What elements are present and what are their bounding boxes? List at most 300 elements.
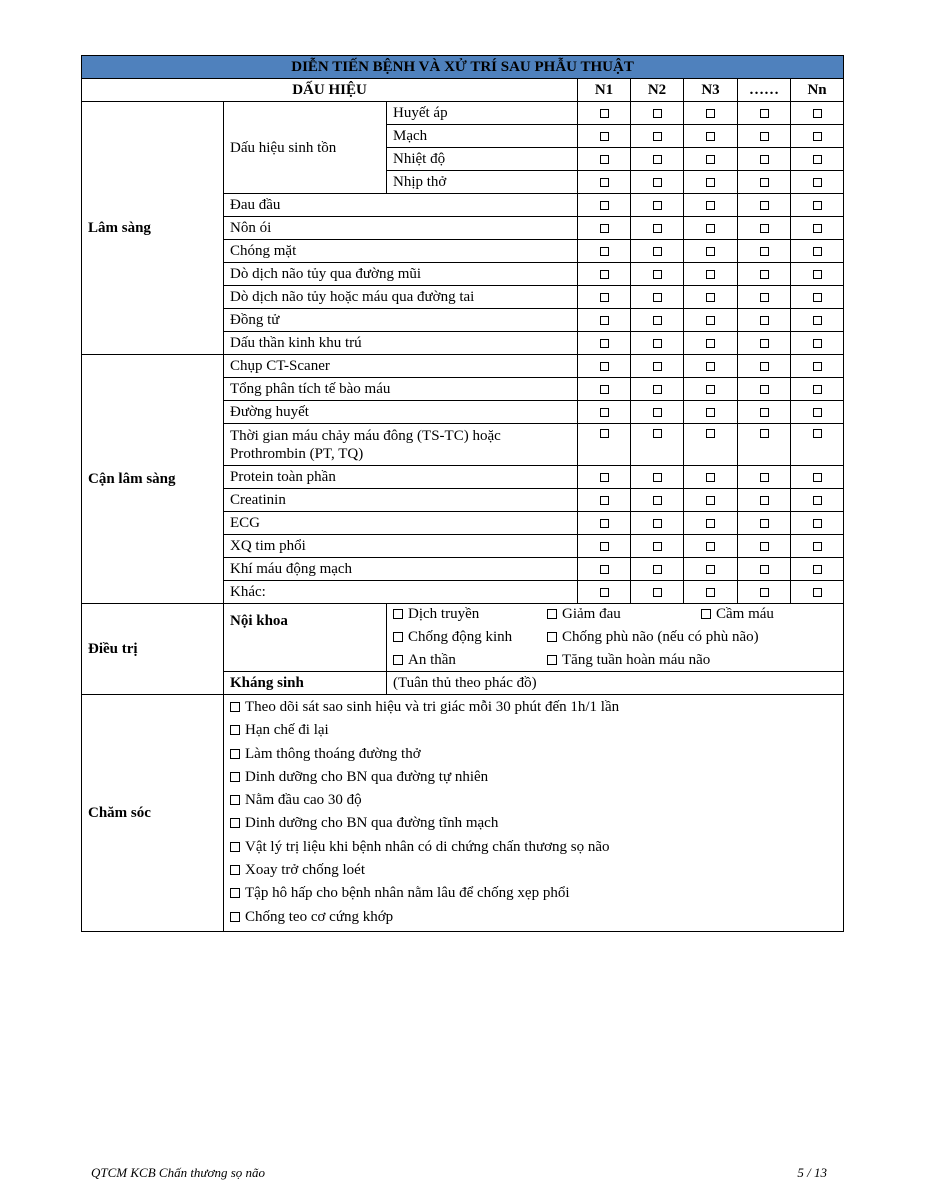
checkbox[interactable] [706, 473, 715, 482]
checkbox[interactable] [600, 132, 609, 141]
form-title: DIỄN TIẾN BỆNH VÀ XỬ TRÍ SAU PHẪU THUẬT [82, 56, 844, 79]
internal-medicine-options [387, 604, 844, 672]
checkbox[interactable] [547, 609, 557, 619]
header-col-nn: Nn [791, 79, 844, 102]
checkbox[interactable] [760, 408, 769, 417]
checkbox[interactable] [760, 362, 769, 371]
clinical-cell-5 [791, 217, 844, 240]
checkbox[interactable] [600, 588, 609, 597]
clinical-cell-5 [791, 332, 844, 355]
paraclinical-cell-5 [791, 558, 844, 581]
paraclinical-cell-3 [684, 355, 738, 378]
table-row [82, 695, 844, 932]
checkbox[interactable] [813, 473, 822, 482]
paraclinical-cell-4 [738, 581, 791, 604]
care-item-label: Xoay trở chống loét [245, 862, 365, 879]
checkbox[interactable] [760, 316, 769, 325]
checkbox[interactable] [760, 339, 769, 348]
paraclinical-cell-1 [578, 378, 631, 401]
checkbox[interactable] [760, 519, 769, 528]
vital-cell-1 [578, 148, 631, 171]
options-grid [393, 604, 837, 671]
paraclinical-item-label: Tổng phân tích tế bào máu [224, 378, 578, 401]
paraclinical-cell-2 [631, 581, 684, 604]
checkbox[interactable] [760, 155, 769, 164]
paraclinical-cell-4 [738, 401, 791, 424]
clinical-cell-1 [578, 240, 631, 263]
paraclinical-cell-2 [631, 401, 684, 424]
clinical-cell-1 [578, 194, 631, 217]
checkbox[interactable] [230, 725, 240, 735]
treatment-option [701, 628, 841, 646]
list-item [230, 766, 837, 789]
title-row [82, 56, 844, 79]
checkbox[interactable] [600, 496, 609, 505]
checkbox[interactable] [600, 408, 609, 417]
treatment-option-label: Chống động kinh [408, 629, 513, 645]
internal-medicine-label: Nội khoa [224, 604, 387, 672]
checkbox[interactable] [706, 270, 715, 279]
checkbox[interactable] [706, 155, 715, 164]
checkbox[interactable] [813, 542, 822, 551]
checkbox[interactable] [653, 519, 662, 528]
vital-cell-2 [631, 102, 684, 125]
clinical-item-label: Đau đầu [224, 194, 578, 217]
paraclinical-cell-2 [631, 558, 684, 581]
checkbox[interactable] [230, 795, 240, 805]
vital-cell-1 [578, 125, 631, 148]
paraclinical-item-label: XQ tim phổi [224, 535, 578, 558]
paraclinical-cell-4 [738, 512, 791, 535]
vital-cell-5 [791, 102, 844, 125]
clinical-cell-1 [578, 309, 631, 332]
checkbox[interactable] [653, 588, 662, 597]
clinical-cell-5 [791, 194, 844, 217]
checkbox[interactable] [813, 339, 822, 348]
paraclinical-cell-1 [578, 401, 631, 424]
checkbox[interactable] [813, 565, 822, 574]
treatment-option [547, 651, 711, 669]
list-item [230, 812, 837, 835]
paraclinical-cell-1 [578, 512, 631, 535]
checkbox[interactable] [813, 132, 822, 141]
checkbox[interactable] [706, 588, 715, 597]
checkbox[interactable] [230, 749, 240, 759]
checkbox[interactable] [706, 362, 715, 371]
clinical-cell-5 [791, 309, 844, 332]
paraclinical-cell-4 [738, 378, 791, 401]
care-item-label: Theo dõi sát sao sinh hiệu và tri giác mỗi 30 phút đến 1h/1 lần [245, 699, 620, 715]
checkbox[interactable] [547, 632, 557, 642]
checkbox[interactable] [230, 842, 240, 852]
checkbox[interactable] [706, 247, 715, 256]
paraclinical-cell-5 [791, 466, 844, 489]
checkbox[interactable] [230, 888, 240, 898]
paraclinical-cell-2 [631, 466, 684, 489]
checkbox[interactable] [813, 293, 822, 302]
checkbox[interactable] [706, 132, 715, 141]
clinical-cell-3 [684, 332, 738, 355]
clinical-cell-3 [684, 263, 738, 286]
checkbox[interactable] [760, 473, 769, 482]
clinical-cell-4 [738, 217, 791, 240]
paraclinical-cell-5 [791, 424, 844, 466]
checkbox[interactable] [701, 609, 711, 619]
checkbox[interactable] [706, 496, 715, 505]
checkbox[interactable] [760, 224, 769, 233]
checkbox[interactable] [813, 201, 822, 210]
table-row [82, 604, 844, 672]
clinical-item-label: Dò dịch não tủy qua đường mũi [224, 263, 578, 286]
checkbox[interactable] [653, 473, 662, 482]
checkbox[interactable] [230, 772, 240, 782]
care-item-label: Dinh dưỡng cho BN qua đường tĩnh mạch [245, 815, 499, 832]
checkbox[interactable] [653, 132, 662, 141]
clinical-cell-4 [738, 263, 791, 286]
clinical-cell-1 [578, 286, 631, 309]
checkbox[interactable] [706, 385, 715, 394]
clinical-cell-5 [791, 263, 844, 286]
clinical-item-label: Đồng tử [224, 309, 578, 332]
vital-cell-1 [578, 171, 631, 194]
checkbox[interactable] [653, 408, 662, 417]
vital-cell-2 [631, 125, 684, 148]
vital-sign-label: Nhịp thở [387, 171, 578, 194]
checkbox[interactable] [653, 178, 662, 187]
clinical-item-label: Dò dịch não tủy hoặc máu qua đường tai [224, 286, 578, 309]
clinical-cell-5 [791, 286, 844, 309]
paraclinical-cell-1 [578, 424, 631, 466]
paraclinical-cell-5 [791, 535, 844, 558]
vital-sign-label: Nhiệt độ [387, 148, 578, 171]
treatment-option [701, 605, 841, 623]
clinical-cell-2 [631, 286, 684, 309]
checkbox[interactable] [760, 429, 769, 438]
checkbox[interactable] [760, 247, 769, 256]
checkbox[interactable] [813, 362, 822, 371]
checkbox[interactable] [653, 224, 662, 233]
checkbox[interactable] [813, 109, 822, 118]
checkbox[interactable] [653, 429, 662, 438]
treatment-option [393, 605, 547, 623]
paraclinical-item-label: Khí máu động mạch [224, 558, 578, 581]
vital-sign-label: Mạch [387, 125, 578, 148]
checkbox[interactable] [600, 201, 609, 210]
clinical-cell-2 [631, 309, 684, 332]
checkbox[interactable] [760, 109, 769, 118]
vital-cell-3 [684, 148, 738, 171]
paraclinical-cell-4 [738, 558, 791, 581]
checkbox[interactable] [600, 362, 609, 371]
paraclinical-cell-2 [631, 512, 684, 535]
vital-cell-4 [738, 171, 791, 194]
clinical-cell-1 [578, 332, 631, 355]
clinical-cell-3 [684, 286, 738, 309]
paraclinical-item-label: Đường huyết [224, 401, 578, 424]
group-label-clinical: Lâm sàng [82, 102, 224, 355]
treatment-option-label: Dịch truyền [408, 606, 480, 622]
checkbox[interactable] [600, 109, 609, 118]
treatment-option-label: Cầm máu [716, 606, 774, 622]
checkbox[interactable] [813, 224, 822, 233]
checkbox[interactable] [653, 542, 662, 551]
checkbox[interactable] [813, 385, 822, 394]
checkbox[interactable] [760, 132, 769, 141]
treatment-option [701, 651, 841, 669]
vital-sign-label: Huyết áp [387, 102, 578, 125]
checkbox[interactable] [653, 339, 662, 348]
checkbox[interactable] [600, 339, 609, 348]
paraclinical-cell-1 [578, 558, 631, 581]
checkbox[interactable] [653, 109, 662, 118]
group-label-care: Chăm sóc [82, 695, 224, 932]
paraclinical-item-label: ECG [224, 512, 578, 535]
checkbox[interactable] [600, 316, 609, 325]
checkbox[interactable] [600, 224, 609, 233]
paraclinical-cell-4 [738, 355, 791, 378]
checkbox[interactable] [706, 519, 715, 528]
clinical-cell-4 [738, 309, 791, 332]
clinical-cell-4 [738, 332, 791, 355]
care-item-label: Dinh dưỡng cho BN qua đường tự nhiên [245, 768, 489, 785]
checkbox[interactable] [600, 155, 609, 164]
clinical-cell-3 [684, 240, 738, 263]
clinical-cell-2 [631, 332, 684, 355]
checkbox[interactable] [600, 429, 609, 438]
header-col-n1: N1 [578, 79, 631, 102]
checkbox[interactable] [813, 519, 822, 528]
checkbox[interactable] [230, 865, 240, 875]
clinical-cell-2 [631, 217, 684, 240]
paraclinical-item-label: Thời gian máu chảy máu đông (TS-TC) hoặc Prothrombin (PT, TQ) [224, 424, 578, 466]
clinical-item-label: Chóng mặt [224, 240, 578, 263]
paraclinical-item-label: Protein toàn phần [224, 466, 578, 489]
paraclinical-cell-5 [791, 378, 844, 401]
paraclinical-cell-5 [791, 355, 844, 378]
list-item [230, 859, 837, 882]
clinical-cell-2 [631, 240, 684, 263]
checkbox[interactable] [600, 519, 609, 528]
paraclinical-cell-3 [684, 558, 738, 581]
checkbox[interactable] [813, 247, 822, 256]
clinical-cell-2 [631, 194, 684, 217]
checkbox[interactable] [600, 565, 609, 574]
checkbox[interactable] [653, 385, 662, 394]
clinical-cell-2 [631, 263, 684, 286]
checkbox[interactable] [600, 247, 609, 256]
clinical-item-label: Nôn ói [224, 217, 578, 240]
clinical-cell-3 [684, 194, 738, 217]
treatment-option [547, 605, 701, 623]
paraclinical-cell-3 [684, 581, 738, 604]
paraclinical-cell-4 [738, 489, 791, 512]
care-item-label: Chống teo cơ cứng khớp [245, 908, 394, 925]
checkbox[interactable] [600, 178, 609, 187]
vital-cell-4 [738, 148, 791, 171]
care-item-label: Nằm đầu cao 30 độ [245, 792, 362, 809]
vital-cell-3 [684, 102, 738, 125]
header-signs: DẤU HIỆU [82, 79, 578, 102]
checkbox[interactable] [813, 429, 822, 438]
checkbox[interactable] [706, 316, 715, 325]
footer-document-name: QTCM KCB Chấn thương sọ não [91, 1165, 266, 1180]
clinical-cell-3 [684, 217, 738, 240]
checkbox[interactable] [706, 201, 715, 210]
progress-form-table [81, 55, 844, 932]
list-item [230, 789, 837, 812]
footer-page-number: 5 / 13 [797, 1165, 827, 1180]
paraclinical-item-label: Khác: [224, 581, 578, 604]
paraclinical-cell-3 [684, 535, 738, 558]
care-item-label: Vật lý trị liệu khi bệnh nhân có di chứng chấn thương sọ não [245, 838, 610, 855]
treatment-option-label: An thần [408, 652, 456, 668]
checkbox[interactable] [760, 293, 769, 302]
clinical-cell-1 [578, 263, 631, 286]
header-col-n3: N3 [684, 79, 738, 102]
paraclinical-cell-3 [684, 424, 738, 466]
paraclinical-cell-1 [578, 489, 631, 512]
checkbox[interactable] [230, 818, 240, 828]
checkbox[interactable] [653, 496, 662, 505]
paraclinical-cell-5 [791, 401, 844, 424]
paraclinical-cell-5 [791, 581, 844, 604]
checkbox[interactable] [760, 542, 769, 551]
checkbox[interactable] [653, 293, 662, 302]
paraclinical-cell-3 [684, 466, 738, 489]
clinical-cell-4 [738, 194, 791, 217]
checkbox[interactable] [600, 293, 609, 302]
checkbox[interactable] [230, 912, 240, 922]
paraclinical-cell-3 [684, 378, 738, 401]
checkbox[interactable] [706, 565, 715, 574]
care-item-label: Hạn chế đi lại [245, 722, 329, 739]
checkbox[interactable] [706, 293, 715, 302]
checkbox[interactable] [706, 178, 715, 187]
group-label-paraclinical: Cận lâm sàng [82, 355, 224, 604]
paraclinical-cell-2 [631, 355, 684, 378]
group-label-treatment: Điều trị [82, 604, 224, 695]
treatment-option-label: Giảm đau [562, 606, 621, 622]
checkbox[interactable] [760, 270, 769, 279]
paraclinical-cell-4 [738, 466, 791, 489]
checkbox[interactable] [706, 408, 715, 417]
header-col-n2: N2 [631, 79, 684, 102]
checkbox[interactable] [653, 201, 662, 210]
table-row [82, 102, 844, 125]
vital-cell-4 [738, 102, 791, 125]
list-item [230, 696, 837, 719]
treatment-option-label: Tăng tuần hoàn máu não [562, 652, 711, 668]
paraclinical-cell-3 [684, 401, 738, 424]
checkbox[interactable] [547, 655, 557, 665]
checkbox[interactable] [760, 201, 769, 210]
vital-cell-3 [684, 125, 738, 148]
list-item [230, 836, 837, 859]
checkbox[interactable] [600, 542, 609, 551]
paraclinical-item-label: Chụp CT-Scaner [224, 355, 578, 378]
checkbox[interactable] [760, 178, 769, 187]
care-items [224, 695, 844, 932]
checkbox[interactable] [760, 385, 769, 394]
paraclinical-cell-1 [578, 535, 631, 558]
vital-cell-3 [684, 171, 738, 194]
treatment-option-label: Chống phù não (nếu có phù não) [562, 629, 759, 645]
treatment-option [393, 651, 547, 669]
checkbox[interactable] [706, 109, 715, 118]
checkbox[interactable] [813, 316, 822, 325]
clinical-cell-5 [791, 240, 844, 263]
vital-cell-1 [578, 102, 631, 125]
header-row [82, 79, 844, 102]
checkbox[interactable] [813, 496, 822, 505]
treatment-option [393, 628, 547, 646]
checkbox[interactable] [653, 155, 662, 164]
list-item [230, 906, 837, 929]
clinical-cell-1 [578, 217, 631, 240]
paraclinical-cell-4 [738, 535, 791, 558]
checkbox[interactable] [813, 178, 822, 187]
checkbox[interactable] [393, 609, 403, 619]
checkbox[interactable] [813, 155, 822, 164]
paraclinical-cell-2 [631, 378, 684, 401]
paraclinical-cell-4 [738, 424, 791, 466]
vital-cell-5 [791, 171, 844, 194]
checkbox[interactable] [706, 542, 715, 551]
checkbox[interactable] [653, 362, 662, 371]
paraclinical-cell-5 [791, 512, 844, 535]
paraclinical-item-label: Creatinin [224, 489, 578, 512]
checkbox[interactable] [760, 565, 769, 574]
vitals-label: Dấu hiệu sinh tồn [224, 102, 387, 194]
checkbox[interactable] [653, 247, 662, 256]
paraclinical-cell-1 [578, 355, 631, 378]
checkbox[interactable] [230, 702, 240, 712]
checkbox[interactable] [393, 632, 403, 642]
vital-cell-4 [738, 125, 791, 148]
checkbox[interactable] [653, 565, 662, 574]
checkbox[interactable] [706, 429, 715, 438]
checkbox[interactable] [600, 385, 609, 394]
paraclinical-cell-5 [791, 489, 844, 512]
list-item [230, 882, 837, 905]
care-item-label: Làm thông thoáng đường thở [245, 745, 421, 762]
paraclinical-cell-2 [631, 489, 684, 512]
treatment-option [547, 628, 759, 646]
paraclinical-cell-3 [684, 512, 738, 535]
vital-cell-2 [631, 171, 684, 194]
checkbox[interactable] [600, 473, 609, 482]
paraclinical-cell-3 [684, 489, 738, 512]
checkbox[interactable] [813, 408, 822, 417]
header-col-ellipsis: …… [738, 79, 791, 102]
checkbox[interactable] [760, 588, 769, 597]
checkbox[interactable] [653, 270, 662, 279]
checkbox[interactable] [653, 316, 662, 325]
list-item [230, 743, 837, 766]
checkbox[interactable] [813, 270, 822, 279]
checkbox[interactable] [760, 496, 769, 505]
checkbox[interactable] [393, 655, 403, 665]
checkbox[interactable] [600, 270, 609, 279]
clinical-item-label: Dấu thần kinh khu trú [224, 332, 578, 355]
checkbox[interactable] [813, 588, 822, 597]
care-item-label: Tập hô hấp cho bệnh nhân nằm lâu để chống xẹp phổi [245, 885, 570, 902]
checkbox[interactable] [706, 224, 715, 233]
clinical-cell-4 [738, 240, 791, 263]
paraclinical-cell-1 [578, 581, 631, 604]
checkbox[interactable] [706, 339, 715, 348]
paraclinical-cell-1 [578, 466, 631, 489]
